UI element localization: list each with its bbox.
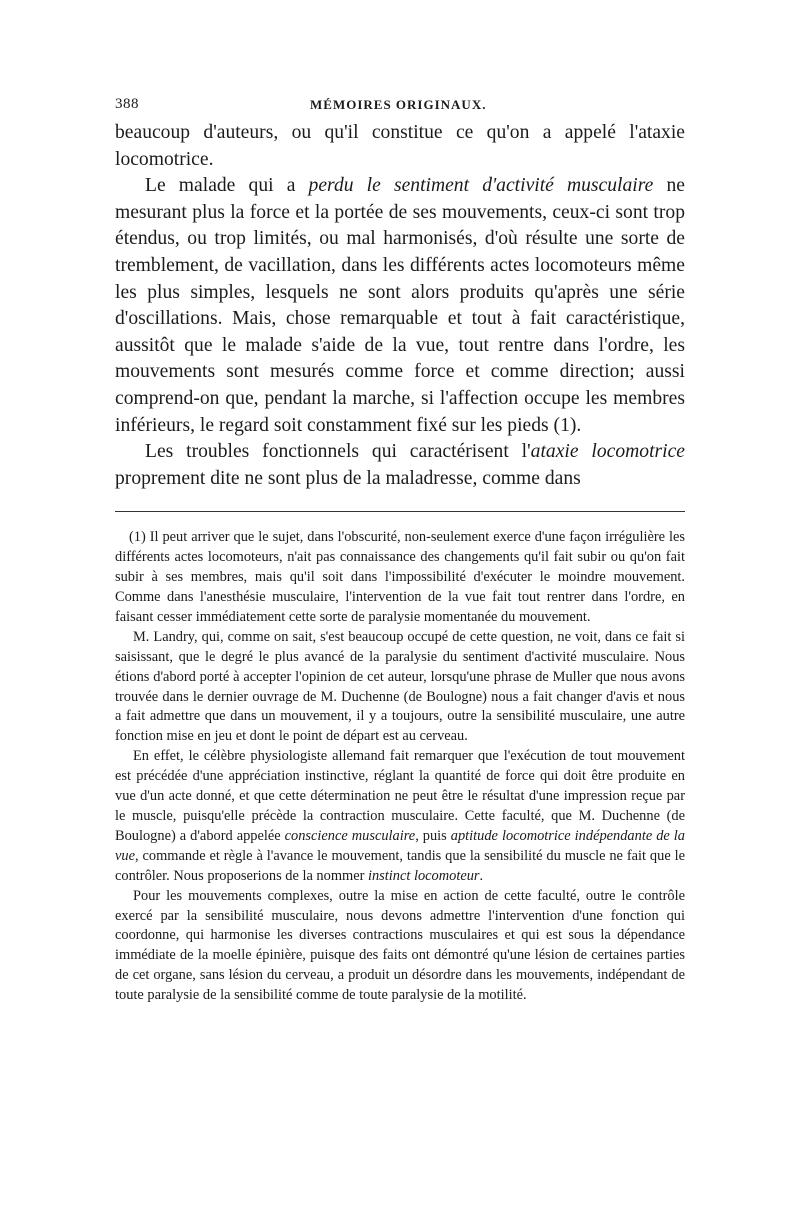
- footnote-1: (1) Il peut arriver que le sujet, dans l'obscurité, non-seulement exerce d'une façon irrégulière les différents actes locomoteurs, n'ait pas connaissance des changements qu'il fait subir ou qu'on fait subir à ses membres, mais qu'il soit dans l'impossibilité d'exécuter le moindre mouvement. Comme dans l'anesthésie musculaire, l'intervention de la vue fait tout rentrer dans l'ordre, en faisant cesser immédiatement cette sorte de paralysie momentanée du mouvement.: [115, 529, 685, 625]
- paragraph-malade: [115, 173, 685, 439]
- text-run: En effet, le célèbre physiologiste allemand fait remarquer que l'exécution de tout mouvement est précédée d'une appréciation instinctive, réglant la quantité de force qui doit être produite en vue d'un acte donné, et que cette détermination ne peut être le résultat d'une impression reçue par le muscle, puisqu'elle précède la contraction musculaire. Cette faculté, que M. Duchenne (de Boulogne) a d'abord appelée: [115, 748, 685, 844]
- italic-term: instinct locomoteur: [367, 867, 480, 884]
- footnote-paragraph-landry: M. Landry, qui, comme on sait, s'est beaucoup occupé de cette question, ne voit, dans ce fait si saisissant, que le degré le plus avancé de la paralysie du sentiment d'activité musculaire. Nous étions d'abord porté à accepter l'opinion de cet auteur, lorsqu'une phrase de Muller que nous avons trouvée dans le dernier ouvrage de M. Duchenne (de Boulogne) nous a fait changer d'avis et nous a fait admettre que dans un mouvement, il y a toujours, outre la sensibilité musculaire, une autre fonction mise en jeu et dont le point de départ est au cerveau.: [115, 628, 685, 745]
- page-number: 388: [115, 96, 139, 112]
- text-run: .: [479, 867, 484, 884]
- text-run: , puis: [415, 827, 451, 844]
- main-text: [115, 120, 685, 492]
- text-run: , commande et règle à l'avance le mouvement, tandis que la sensibilité du muscle ne fait que le contrôler. Nous proposerions de la nommer: [115, 847, 685, 884]
- italic-term: aptitude locomotrice indépendante de la vue: [115, 827, 685, 864]
- italic-term: conscience musculaire: [284, 827, 416, 844]
- paragraph-troubles: [115, 439, 685, 492]
- paragraph-continuation: beaucoup d'auteurs, ou qu'il constitue ce qu'on a appelé l'ataxie locomotrice.: [115, 122, 685, 170]
- running-title: MÉMOIRES ORIGINAUX.: [310, 97, 487, 112]
- footnotes: [115, 528, 685, 1006]
- text-run: ne mesurant plus la force et la portée de ses mouvements, ceux-ci sont trop étendus, ou trop limités, ou mal harmonisés, d'où résulte une sorte de tremblement, de vacillation, dans les différents actes locomoteurs même les plus simples, lesquels ne sont alors produits qu'après une série d'oscillations. Mais, chose remarquable et tout à fait caractéristique, aussitôt que le malade s'aide de la vue, tout rentre dans l'ordre, les mouvements sont mesurés comme force et comme direction; aussi comprend-on que, pendant la marche, si l'affection occupe les membres inférieurs, le regard soit constamment fixé sur les pieds (1).: [115, 175, 685, 436]
- book-page: [115, 96, 685, 1006]
- text-run: proprement dite ne sont plus de la maladresse, comme dans: [115, 467, 581, 489]
- italic-term: perdu le sentiment d'activité musculaire: [308, 175, 654, 197]
- footnote-paragraph-muller: [115, 747, 685, 886]
- text-run: Le malade qui a: [145, 175, 309, 197]
- running-head: [115, 96, 685, 120]
- footnote-separator: [115, 511, 685, 512]
- footnote-paragraph-complexes: Pour les mouvements complexes, outre la mise en action de cette faculté, outre le contrôle exercé par la sensibilité musculaire, nous devons admettre l'intervention d'une fonction qui coordonne, qui harmonise les diverses contractions musculaires et qui est sous la dépendance immédiate de la moelle épinière, puisque des faits ont démontré qu'une lésion de certaines parties de cet organe, sans lésion du cerveau, a produit un désordre dans les mouvements, indépendant de toute paralysie de la sensibilité comme de toute paralysie de la motilité.: [115, 887, 685, 1004]
- italic-term: ataxie locomotrice: [530, 441, 685, 463]
- text-run: Les troubles fonctionnels qui caractérisent l': [145, 441, 531, 463]
